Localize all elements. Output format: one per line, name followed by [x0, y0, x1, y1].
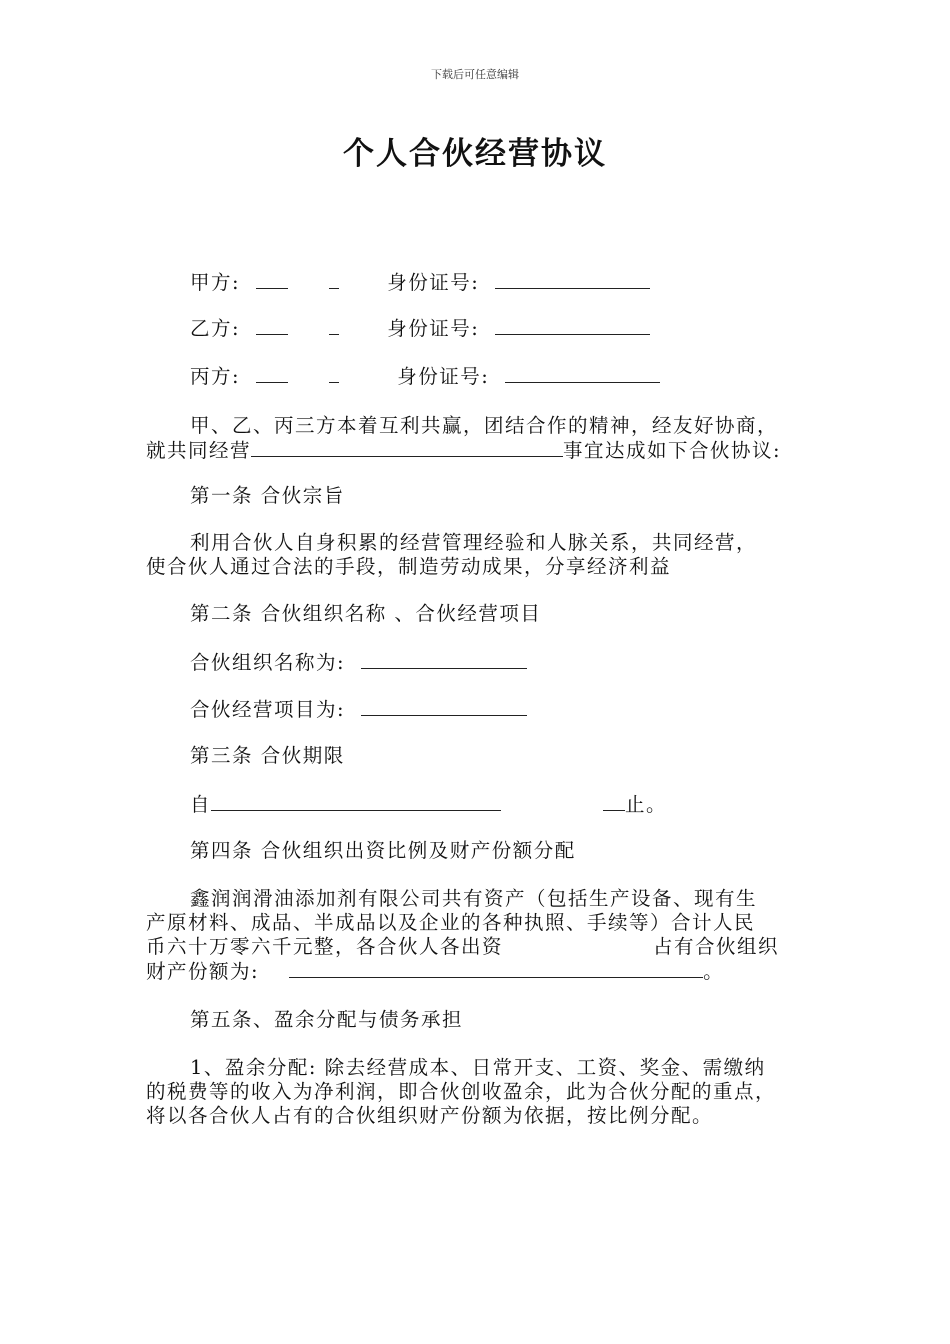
- term-from-blank[interactable]: [211, 792, 501, 811]
- article-4-heading: 第四条 合伙组织出资比例及财产份额分配: [190, 839, 576, 862]
- party-a-id-blank[interactable]: [495, 270, 650, 289]
- article-1-line-1: 利用合伙人自身积累的经营管理经验和人脉关系，共同经营，: [190, 531, 758, 554]
- article-1-line-2: 使合伙人通过合法的手段，制造劳动成果，分享经济利益: [146, 555, 672, 578]
- article-4-line-3-prefix: 币六十万零六千元整，各合伙人各出资: [146, 935, 504, 958]
- article-5-line-3: 将以各合伙人占有的合伙组织财产份额为依据，按比例分配。: [146, 1104, 714, 1127]
- article-3-heading: 第三条 合伙期限: [190, 744, 345, 767]
- org-name-row: [190, 650, 527, 675]
- party-b-name-blank[interactable]: [256, 316, 288, 335]
- party-c-name-blank-2[interactable]: [329, 364, 339, 383]
- term-from-label: 自: [190, 793, 212, 816]
- article-2-heading: 第二条 合伙组织名称 、合伙经营项目: [190, 602, 542, 625]
- article-4-line-4: [146, 959, 724, 984]
- party-c-name-blank[interactable]: [256, 364, 288, 383]
- article-1-heading: 第一条 合伙宗旨: [190, 484, 345, 507]
- project-blank[interactable]: [361, 697, 527, 716]
- party-c-id-blank[interactable]: [505, 364, 660, 383]
- article-5-line-1: 1、盈余分配: 除去经营成本、日常开支、工资、奖金、需缴纳: [190, 1056, 766, 1079]
- intro-line-1: 甲、乙、丙三方本着互利共赢，团结合作的精神，经友好协商，: [190, 414, 779, 437]
- article-4-line-2: 产原材料、成品、半成品以及企业的各种执照、手续等）合计人民: [146, 911, 756, 934]
- party-c-row: [190, 364, 660, 389]
- article-4-line-3-suffix: 占有合伙组织: [653, 935, 780, 958]
- party-c-label: 丙方:: [190, 365, 241, 388]
- article-4-line-1: 鑫润润滑油添加剂有限公司共有资产（包括生产设备、现有生: [190, 887, 758, 910]
- party-b-row: [190, 316, 650, 341]
- term-to-label: 止。: [625, 793, 668, 816]
- party-b-id-label: 身份证号:: [387, 317, 480, 340]
- intro-line-2: [146, 438, 781, 463]
- share-blank[interactable]: [289, 959, 703, 978]
- party-a-name-blank[interactable]: [256, 270, 288, 289]
- article-5-heading: 第五条、盈余分配与债务承担: [190, 1008, 464, 1031]
- intro-line-2-suffix: 事宜达成如下合伙协议:: [563, 439, 782, 462]
- project-label: 合伙经营项目为:: [190, 698, 346, 721]
- party-b-name-blank-2[interactable]: [329, 316, 339, 335]
- term-row: [190, 792, 667, 817]
- party-a-label: 甲方:: [190, 271, 241, 294]
- article-4-line-4-suffix: 。: [703, 960, 725, 983]
- intro-line-2-prefix: 就共同经营: [146, 439, 252, 462]
- term-to-blank[interactable]: [603, 792, 625, 811]
- header-note: 下载后可任意编辑: [431, 68, 519, 81]
- party-b-label: 乙方:: [190, 317, 241, 340]
- party-a-name-blank-2[interactable]: [329, 270, 339, 289]
- org-name-blank[interactable]: [361, 650, 527, 669]
- party-c-id-label: 身份证号:: [397, 365, 490, 388]
- org-name-label: 合伙组织名称为:: [190, 651, 346, 674]
- article-4-line-3: [146, 935, 779, 959]
- party-a-id-label: 身份证号:: [387, 271, 480, 294]
- article-5-line-2: 的税费等的收入为净利润，即合伙创收盈余，此为合伙分配的重点，: [146, 1080, 777, 1103]
- document-title: 个人合伙经营协议: [343, 136, 607, 172]
- business-blank[interactable]: [251, 438, 563, 457]
- party-a-row: [190, 270, 650, 295]
- project-row: [190, 697, 527, 722]
- party-b-id-blank[interactable]: [495, 316, 650, 335]
- article-4-line-4-prefix: 财产份额为:: [146, 960, 260, 983]
